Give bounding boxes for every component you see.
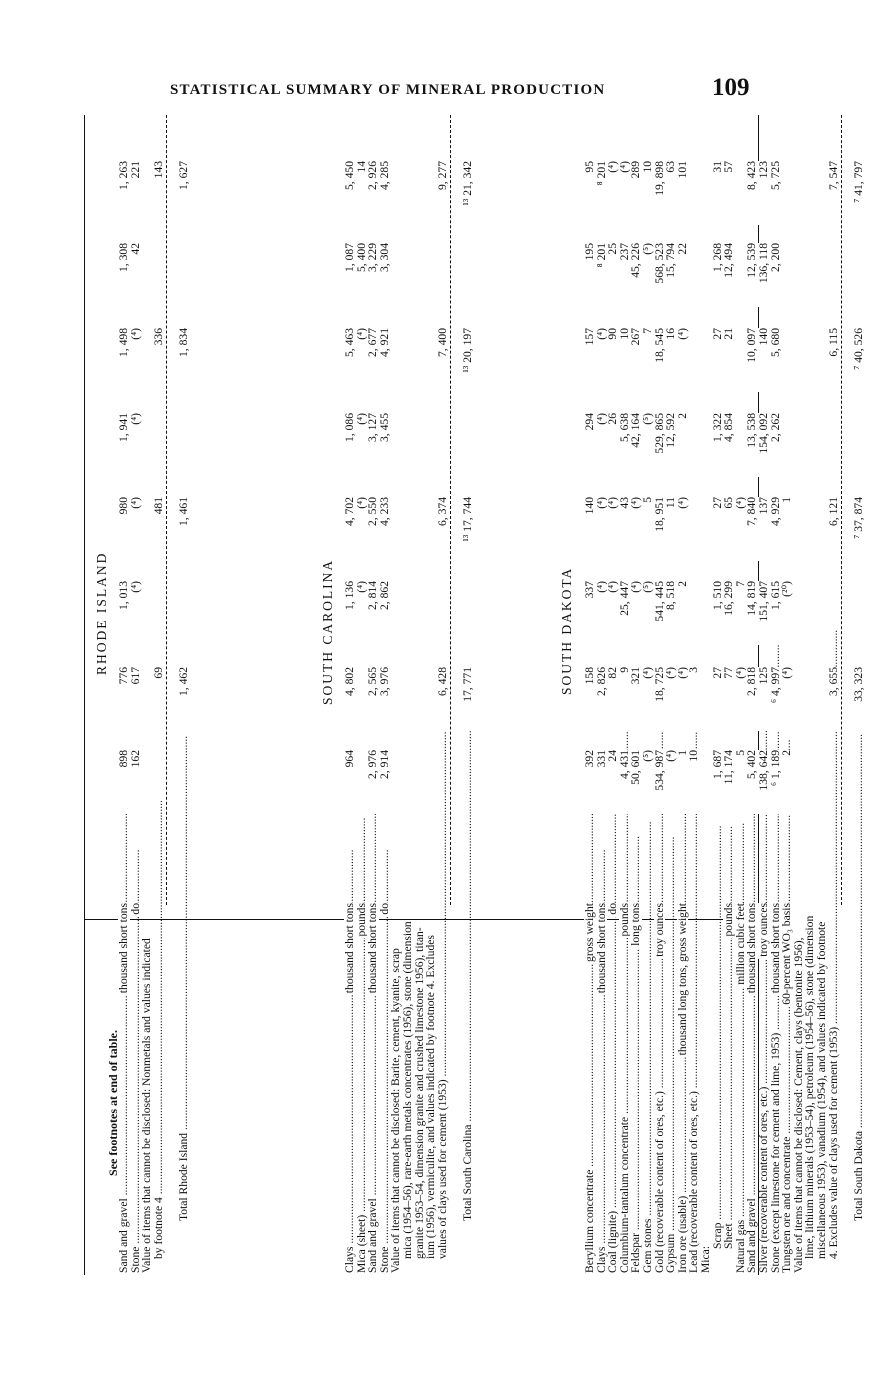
- row-label: lime, lithium minerals (1953–54), petroleum (1954–56), stone (dimension: [803, 915, 817, 1259]
- value-cell: 4, 285: [379, 161, 391, 225]
- value-cell: 138, 642: [758, 750, 770, 814]
- value-cell: 5, 638: [619, 413, 631, 477]
- value-cell: 10: [619, 328, 631, 392]
- row-unit: troy ounces: [652, 903, 666, 957]
- row-label: Clays .....: [596, 833, 608, 1273]
- value-cell: 25: [607, 243, 619, 307]
- total-rule: [450, 115, 451, 905]
- value-cell: (⁴): [619, 161, 631, 225]
- value-cell: 3, 976: [379, 667, 391, 731]
- row-unit: pounds: [722, 903, 736, 937]
- value-cell: (⁴): [735, 497, 747, 561]
- row-label: Mica (sheet) .....: [356, 833, 368, 1273]
- row-label: Value of items that cannot be disclosed: Barite, cement, kyanite, scrap: [389, 948, 403, 1273]
- value-cell: 331: [596, 750, 608, 814]
- value-cell: 534, 987: [654, 750, 666, 814]
- value-cell: 2, 814: [367, 581, 379, 645]
- value-cell: ⁸ 201: [596, 161, 608, 225]
- value-cell: 25, 447: [619, 581, 631, 645]
- value-cell: (⁴): [781, 667, 793, 731]
- value-cell: (⁴): [596, 497, 608, 561]
- row-label: Total South Carolina .....: [462, 831, 474, 1273]
- value-cell: 5, 725: [770, 161, 782, 225]
- row-label: Scrap .....: [712, 831, 724, 1273]
- row-label: Stone .....: [130, 833, 142, 1273]
- value-cell: (⁵): [642, 750, 654, 814]
- value-cell: 267: [630, 328, 642, 392]
- value-cell: 568, 523: [654, 243, 666, 307]
- row-label: by footnote 4 .....: [153, 831, 165, 1273]
- row-label: miscellaneous 1953), vanadium (1954), and values indicated by footnote: [815, 921, 828, 1259]
- value-cell: 2, 550: [367, 497, 379, 561]
- value-cell: 9, 277: [437, 161, 449, 225]
- value-cell: 82: [607, 667, 619, 731]
- value-cell: 27: [712, 497, 724, 561]
- row-label: Lead (recoverable content of ores, etc.) .....: [688, 833, 700, 1273]
- value-cell: 10: [642, 161, 654, 225]
- value-cell: (⁴): [665, 667, 677, 731]
- value-cell: 95: [584, 161, 596, 225]
- value-cell: (⁴): [630, 497, 642, 561]
- value-cell: 90: [607, 328, 619, 392]
- value-cell: ⁷ 41, 797: [853, 161, 865, 225]
- value-cell: 18, 545: [654, 328, 666, 392]
- row-label: Tungsten ore and concentrate .....: [781, 833, 793, 1273]
- value-cell: (⁴): [356, 328, 368, 392]
- value-cell: (⁴): [607, 581, 619, 645]
- section-heading: RHODE ISLAND: [94, 551, 109, 675]
- value-cell: 2, 926: [367, 161, 379, 225]
- value-cell: (⁴): [130, 581, 142, 645]
- value-cell: (⁵): [642, 413, 654, 477]
- value-cell: (⁴): [130, 497, 142, 561]
- value-cell: 16: [665, 328, 677, 392]
- value-cell: 43: [619, 497, 631, 561]
- value-cell: 19, 898: [654, 161, 666, 225]
- value-cell: (⁴): [607, 161, 619, 225]
- value-cell: 1, 498: [118, 328, 130, 392]
- value-cell: 392: [584, 750, 596, 814]
- value-cell: 1, 627: [178, 161, 190, 225]
- value-cell: 42: [130, 243, 142, 307]
- value-cell: 321: [630, 667, 642, 731]
- row-unit: do: [606, 903, 620, 915]
- value-cell: 4, 929: [770, 497, 782, 561]
- value-cell: 2, 826: [596, 667, 608, 731]
- value-cell: 7, 840: [746, 497, 758, 561]
- row-label: Total South Dakota .....: [853, 831, 865, 1273]
- value-cell: (⁴): [677, 497, 689, 561]
- value-cell: (⁴): [130, 413, 142, 477]
- value-cell: 5: [642, 497, 654, 561]
- value-cell: (⁴): [356, 497, 368, 561]
- value-cell: 27: [712, 328, 724, 392]
- section-heading: SOUTH CAROLINA: [320, 558, 335, 705]
- row-label: ium (1956), vermiculite, and values indicated by footnote 4. Excludes: [424, 935, 438, 1259]
- value-cell: (⁵): [642, 243, 654, 307]
- row-label: 4. Excludes value of clays used for cement (1953) .....: [828, 831, 840, 1273]
- value-cell: ⁷ 37, 874: [853, 497, 865, 561]
- value-cell: 541, 445: [654, 581, 666, 645]
- value-cell: 3, 455: [379, 413, 391, 477]
- value-cell: 140: [758, 328, 770, 392]
- value-cell: 5, 450: [344, 161, 356, 225]
- value-cell: 21: [723, 328, 735, 392]
- row-label: Value of items that cannot be disclosed: Nonmetals and values indicated: [140, 938, 154, 1273]
- section-heading: SOUTH DAKOTA: [559, 566, 574, 695]
- value-cell: 5, 400: [356, 243, 368, 307]
- value-cell: ⁶ 4, 997: [770, 667, 782, 731]
- value-cell: 289: [630, 161, 642, 225]
- value-cell: 17, 771: [462, 667, 474, 731]
- page-number: 109: [712, 74, 750, 101]
- value-cell: 7, 400: [437, 328, 449, 392]
- value-cell: 14: [356, 161, 368, 225]
- row-unit: troy ounces: [757, 903, 770, 957]
- value-cell: 2, 677: [367, 328, 379, 392]
- value-cell: 1, 322: [712, 413, 724, 477]
- value-cell: 63: [665, 161, 677, 225]
- value-cell: 15, 794: [665, 243, 677, 307]
- value-cell: 1, 263: [118, 161, 130, 225]
- value-cell: 65: [723, 497, 735, 561]
- value-cell: 5: [735, 750, 747, 814]
- value-cell: 2: [781, 750, 793, 814]
- value-cell: 5, 402: [746, 750, 758, 814]
- value-cell: 776: [118, 667, 130, 731]
- value-cell: 2, 818: [746, 667, 758, 731]
- value-cell: ¹³ 20, 197: [462, 328, 474, 392]
- value-cell: 4, 431: [619, 750, 631, 814]
- value-cell: 1, 308: [118, 243, 130, 307]
- value-cell: 14, 819: [746, 581, 758, 645]
- row-label: Sand and gravel .....: [367, 833, 379, 1273]
- row-unit: thousand short tons: [594, 903, 608, 994]
- value-cell: 6, 374: [437, 497, 449, 561]
- value-cell: (⁴): [356, 581, 368, 645]
- row-label: granite 1953–54, dimension granite and crushed limestone 1956), titan-: [412, 927, 426, 1259]
- value-cell: (⁴): [607, 497, 619, 561]
- value-cell: 1: [677, 750, 689, 814]
- row-unit: thousand short tons: [768, 903, 782, 994]
- running-title: STATISTICAL SUMMARY OF MINERAL PRODUCTION: [170, 82, 606, 98]
- value-cell: 2, 200: [770, 243, 782, 307]
- value-cell: 1, 087: [344, 243, 356, 307]
- row-unit: gross weight: [583, 903, 596, 962]
- value-cell: (⁴): [735, 667, 747, 731]
- value-cell: 1, 615: [770, 581, 782, 645]
- value-cell: 2, 262: [770, 413, 782, 477]
- row-label: mica (1954–56), rare-earth metals concentrates (1956), stone (dimension: [401, 921, 414, 1259]
- value-cell: (⁴): [130, 328, 142, 392]
- value-cell: 12, 494: [723, 243, 735, 307]
- value-cell: ¹³ 21, 342: [462, 161, 474, 225]
- row-label: Sheet .....: [723, 831, 735, 1273]
- value-cell: 294: [584, 413, 596, 477]
- value-cell: 7: [735, 581, 747, 645]
- value-cell: 1: [781, 497, 793, 561]
- row-label: Mica:: [699, 1245, 712, 1273]
- value-cell: 1, 013: [118, 581, 130, 645]
- value-cell: 964: [344, 750, 356, 814]
- row-unit: pounds: [354, 903, 368, 937]
- row-label: Silver (recoverable content of ores, etc.) .....: [758, 833, 770, 1273]
- value-cell: 617: [130, 667, 142, 731]
- value-cell: 18, 725: [654, 667, 666, 731]
- value-cell: 27: [712, 667, 724, 731]
- value-cell: 24: [607, 750, 619, 814]
- value-cell: 1, 462: [178, 667, 190, 731]
- row-unit: thousand short tons: [745, 903, 759, 994]
- value-cell: 45, 226: [630, 243, 642, 307]
- row-label: Gem stones .....: [642, 833, 654, 1273]
- row-label: Sand and gravel .....: [746, 833, 758, 1273]
- value-cell: 2, 862: [379, 581, 391, 645]
- value-cell: (²⁰): [781, 581, 793, 645]
- value-cell: 8, 423: [746, 161, 758, 225]
- value-cell: 5, 680: [770, 328, 782, 392]
- value-cell: 140: [584, 497, 596, 561]
- row-label: Total Rhode Island .....: [178, 831, 190, 1273]
- value-cell: 158: [584, 667, 596, 731]
- row-label: Columbium-tantalum concentrate .....: [619, 833, 631, 1273]
- value-cell: 12, 592: [665, 413, 677, 477]
- value-cell: 7: [642, 328, 654, 392]
- value-cell: 529, 865: [654, 413, 666, 477]
- value-cell: (⁴): [642, 667, 654, 731]
- value-cell: 69: [153, 667, 165, 731]
- value-cell: 1, 136: [344, 581, 356, 645]
- value-cell: 4, 702: [344, 497, 356, 561]
- value-cell: 4, 854: [723, 413, 735, 477]
- row-unit: million cubic feet: [733, 903, 747, 985]
- value-cell: (⁵): [642, 581, 654, 645]
- value-cell: (⁴): [596, 581, 608, 645]
- value-cell: 57: [723, 161, 735, 225]
- row-unit: thousand long tons, gross weight: [675, 903, 689, 1056]
- value-cell: 154, 092: [758, 413, 770, 477]
- value-cell: 151, 407: [758, 581, 770, 645]
- value-cell: (⁴): [596, 328, 608, 392]
- row-unit: long tons: [629, 903, 643, 946]
- value-cell: 137: [758, 497, 770, 561]
- value-cell: (⁴): [596, 413, 608, 477]
- row-unit: thousand short tons: [117, 903, 130, 994]
- value-cell: 3, 655: [828, 667, 840, 731]
- row-label: Gypsum .....: [665, 833, 677, 1273]
- value-cell: 31: [712, 161, 724, 225]
- value-cell: 2, 565: [367, 667, 379, 731]
- value-cell: 4, 233: [379, 497, 391, 561]
- value-cell: 125: [758, 667, 770, 731]
- value-cell: 1, 834: [178, 328, 190, 392]
- row-label: Clays .....: [344, 833, 356, 1273]
- footnote-text: See footnotes at end of table.: [106, 1030, 120, 1176]
- value-cell: (⁴): [630, 581, 642, 645]
- value-cell: 123: [758, 161, 770, 225]
- value-cell: 11, 174: [723, 750, 735, 814]
- value-cell: 101: [677, 161, 689, 225]
- row-unit: thousand short tons: [366, 903, 380, 994]
- value-cell: 6, 121: [828, 497, 840, 561]
- value-cell: 11: [665, 497, 677, 561]
- value-cell: 7, 547: [828, 161, 840, 225]
- value-cell: 8, 518: [665, 581, 677, 645]
- value-cell: 2, 914: [379, 750, 391, 814]
- value-cell: 26: [607, 413, 619, 477]
- value-cell: 33, 323: [853, 667, 865, 731]
- value-cell: ⁸ 201: [596, 243, 608, 307]
- value-cell: 481: [153, 497, 165, 561]
- value-cell: 1, 086: [344, 413, 356, 477]
- row-label: Coal (lignite) .....: [607, 833, 619, 1273]
- row-label: Sand and gravel .....: [118, 833, 130, 1273]
- row-unit: 60-percent WO₃ basis: [780, 903, 794, 1005]
- value-cell: 16, 299: [723, 581, 735, 645]
- value-cell: ⁷ 40, 526: [853, 328, 865, 392]
- value-cell: 6, 428: [437, 667, 449, 731]
- page-header: [0, 70, 873, 110]
- value-cell: 157: [584, 328, 596, 392]
- total-rule: [166, 115, 167, 905]
- value-cell: (⁴): [677, 667, 689, 731]
- row-label: Value of items that cannot be disclosed: Cement, clays (bentonite 1956),: [791, 937, 805, 1273]
- value-cell: ⁶ 1, 189: [770, 750, 782, 814]
- row-label: values of clays used for cement (1953) .....: [437, 831, 449, 1273]
- value-cell: 77: [723, 667, 735, 731]
- value-cell: 18, 951: [654, 497, 666, 561]
- value-cell: 9: [619, 667, 631, 731]
- value-cell: 336: [153, 328, 165, 392]
- row-label: Iron ore (usable) .....: [677, 833, 689, 1273]
- value-cell: 12, 539: [746, 243, 758, 307]
- value-cell: 3, 304: [379, 243, 391, 307]
- row-unit: pounds: [617, 903, 631, 937]
- value-cell: 980: [118, 497, 130, 561]
- row-label: Beryllium concentrate .....: [584, 833, 596, 1273]
- value-cell: 22: [677, 243, 689, 307]
- value-cell: 2: [677, 581, 689, 645]
- row-label: Stone .....: [379, 833, 391, 1273]
- value-cell: 42, 164: [630, 413, 642, 477]
- value-cell: 1, 687: [712, 750, 724, 814]
- value-cell: (⁴): [665, 750, 677, 814]
- value-cell: 3, 229: [367, 243, 379, 307]
- value-cell: 10, 097: [746, 328, 758, 392]
- row-unit: do: [377, 903, 391, 915]
- value-cell: 221: [130, 161, 142, 225]
- value-cell: (⁴): [356, 413, 368, 477]
- value-cell: 4, 802: [344, 667, 356, 731]
- row-label: Natural gas .....: [735, 833, 747, 1273]
- row-label: Feldspar .....: [630, 833, 642, 1273]
- value-cell: 1, 461: [178, 497, 190, 561]
- value-cell: 143: [153, 161, 165, 225]
- value-cell: 2: [677, 413, 689, 477]
- value-cell: 5, 463: [344, 328, 356, 392]
- value-cell: 898: [118, 750, 130, 814]
- row-unit: thousand short tons: [343, 903, 356, 994]
- value-cell: 10: [688, 750, 700, 814]
- value-cell: 50, 601: [630, 750, 642, 814]
- value-cell: 136, 118: [758, 243, 770, 307]
- value-cell: 195: [584, 243, 596, 307]
- value-cell: 162: [130, 750, 142, 814]
- row-unit: do: [128, 903, 142, 915]
- value-cell: ¹³ 17, 744: [462, 497, 474, 561]
- table-top-rule: [84, 115, 85, 1275]
- value-cell: 1, 510: [712, 581, 724, 645]
- total-rule: [841, 115, 842, 905]
- value-cell: 13, 538: [746, 413, 758, 477]
- row-label: Gold (recoverable content of ores, etc.) .....: [654, 833, 666, 1273]
- value-cell: 4, 921: [379, 328, 391, 392]
- row-label: Stone (except limestone for cement and lime, 1953) .....: [770, 833, 782, 1273]
- value-cell: (⁴): [677, 328, 689, 392]
- statistical-table: [84, 115, 866, 1275]
- value-cell: 1, 268: [712, 243, 724, 307]
- value-cell: 237: [619, 243, 631, 307]
- value-cell: 3: [688, 667, 700, 731]
- value-cell: 6, 115: [828, 328, 840, 392]
- footnote: [106, 1030, 126, 1375]
- value-cell: 1, 941: [118, 413, 130, 477]
- value-cell: 337: [584, 581, 596, 645]
- value-cell: 2, 976: [367, 750, 379, 814]
- value-cell: 3, 127: [367, 413, 379, 477]
